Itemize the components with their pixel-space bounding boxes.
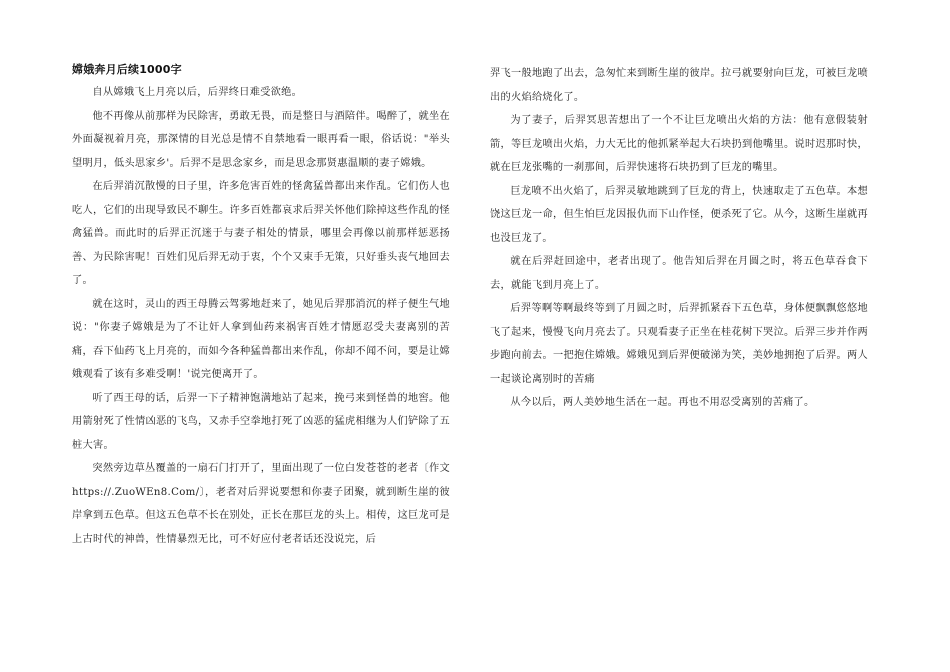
paragraph: 就在后羿赶回途中，老者出现了。他告知后羿在月圆之时，将五色草吞食下去，就能飞到月亮上了。	[490, 256, 868, 291]
paragraph: 巨龙喷不出火焰了，后羿灵敏地跳到了巨龙的背上，快速取走了五色草。本想饶这巨龙一命，但生怕巨龙因报仇而下山作怪，便杀死了它。从今，这断生崖就再也没巨龙了。	[490, 185, 868, 244]
paragraph: 在后羿消沉散慢的日子里，许多危害百姓的怪禽猛兽都出来作乱。它们伤人也吃人，它们的出现导致民不聊生。许多百姓都哀求后羿关怀他们除掉这些作乱的怪禽猛兽。而此时的后羿正沉迷于与妻子相处的情景，哪里会再像以前那样惩恶扬善、为民除害呢！百姓们见后羿无动于衷，个个又束手无策，只好垂头丧气地回去了。	[72, 181, 450, 286]
paragraph: 自从嫦娥飞上月亮以后，后羿终日难受欲绝。	[92, 87, 303, 98]
paragraph: 后羿等啊等啊最终等到了月圆之时，后羿抓紧吞下五色草，身体便飘飘悠悠地飞了起来，慢慢飞向月亮去了。只观看妻子正坐在桂花树下哭泣。后羿三步并作两步跑向前去。一把抱住嫦娥。嫦娥见到后羿便破涕为笑，美妙地拥抱了后羿。两人一起谈论离别时的苦痛	[490, 303, 868, 385]
paragraph: 他不再像从前那样为民除害，勇敢无畏，而是整日与酒陪伴。喝醉了，就坐在外面凝视着月亮，那深情的目光总是情不自禁地看一眼再看一眼，俗话说："举头望明月，低头思家乡'。后羿不是思念家乡，而是思念那贤惠温顺的妻子嫦娥。	[72, 110, 450, 169]
left-column	[72, 62, 450, 551]
paragraph: 从今以后，两人美妙地生活在一起。再也不用忍受离别的苦痛了。	[510, 397, 815, 408]
paragraph-continuation: 羿飞一般地跑了出去，急匆忙来到断生崖的彼岸。拉弓就要射向巨龙，可被巨龙喷出的火焰给烧化了。	[490, 68, 868, 103]
paragraph: 听了西王母的话，后羿一下子精神饱满地站了起来，挽弓来到怪兽的地窖。他用箭射死了性情凶恶的飞鸟，又赤手空拳地打死了凶恶的猛虎相继为人们铲除了五桩大害。	[72, 392, 450, 451]
paragraph: 突然旁边草丛覆盖的一扇石门打开了，里面出现了一位白发苍苍的老者〔作文https://.ZuoWEn8.Com/〕，老者对后羿说要想和你妻子团聚，就到断生崖的彼岸拿到五色草。但这五色草不长在别处，正长在那巨龙的头上。相传，这巨龙可是上古时代的神兽，性情暴烈无比，可不好应付老者话还没说完，后	[72, 463, 450, 545]
paragraph: 就在这时，灵山的西王母腾云驾雾地赶来了，她见后羿那消沉的样子便生气地说："你妻子嫦娥是为了不让奸人拿到仙药来祸害百姓才情愿忍受夫妻离别的苦痛，吞下仙药飞上月亮的，而如今各种猛兽都出来作乱，你却不闻不问，要是让嫦娥观看了该有多难受啊！'说完便离开了。	[72, 298, 450, 380]
right-column	[490, 62, 868, 415]
document-title: 嫦娥奔月后续1000字	[72, 63, 182, 76]
paragraph: 为了妻子，后羿冥思苦想出了一个不让巨龙喷出火焰的方法：他有意假装射箭，等巨龙喷出火焰，力大无比的他抓紧举起大石块扔到他嘴里。说时迟那时快，就在巨龙张嘴的一刹那间，后羿快速将石块扔到了巨龙的嘴里。	[490, 115, 868, 173]
